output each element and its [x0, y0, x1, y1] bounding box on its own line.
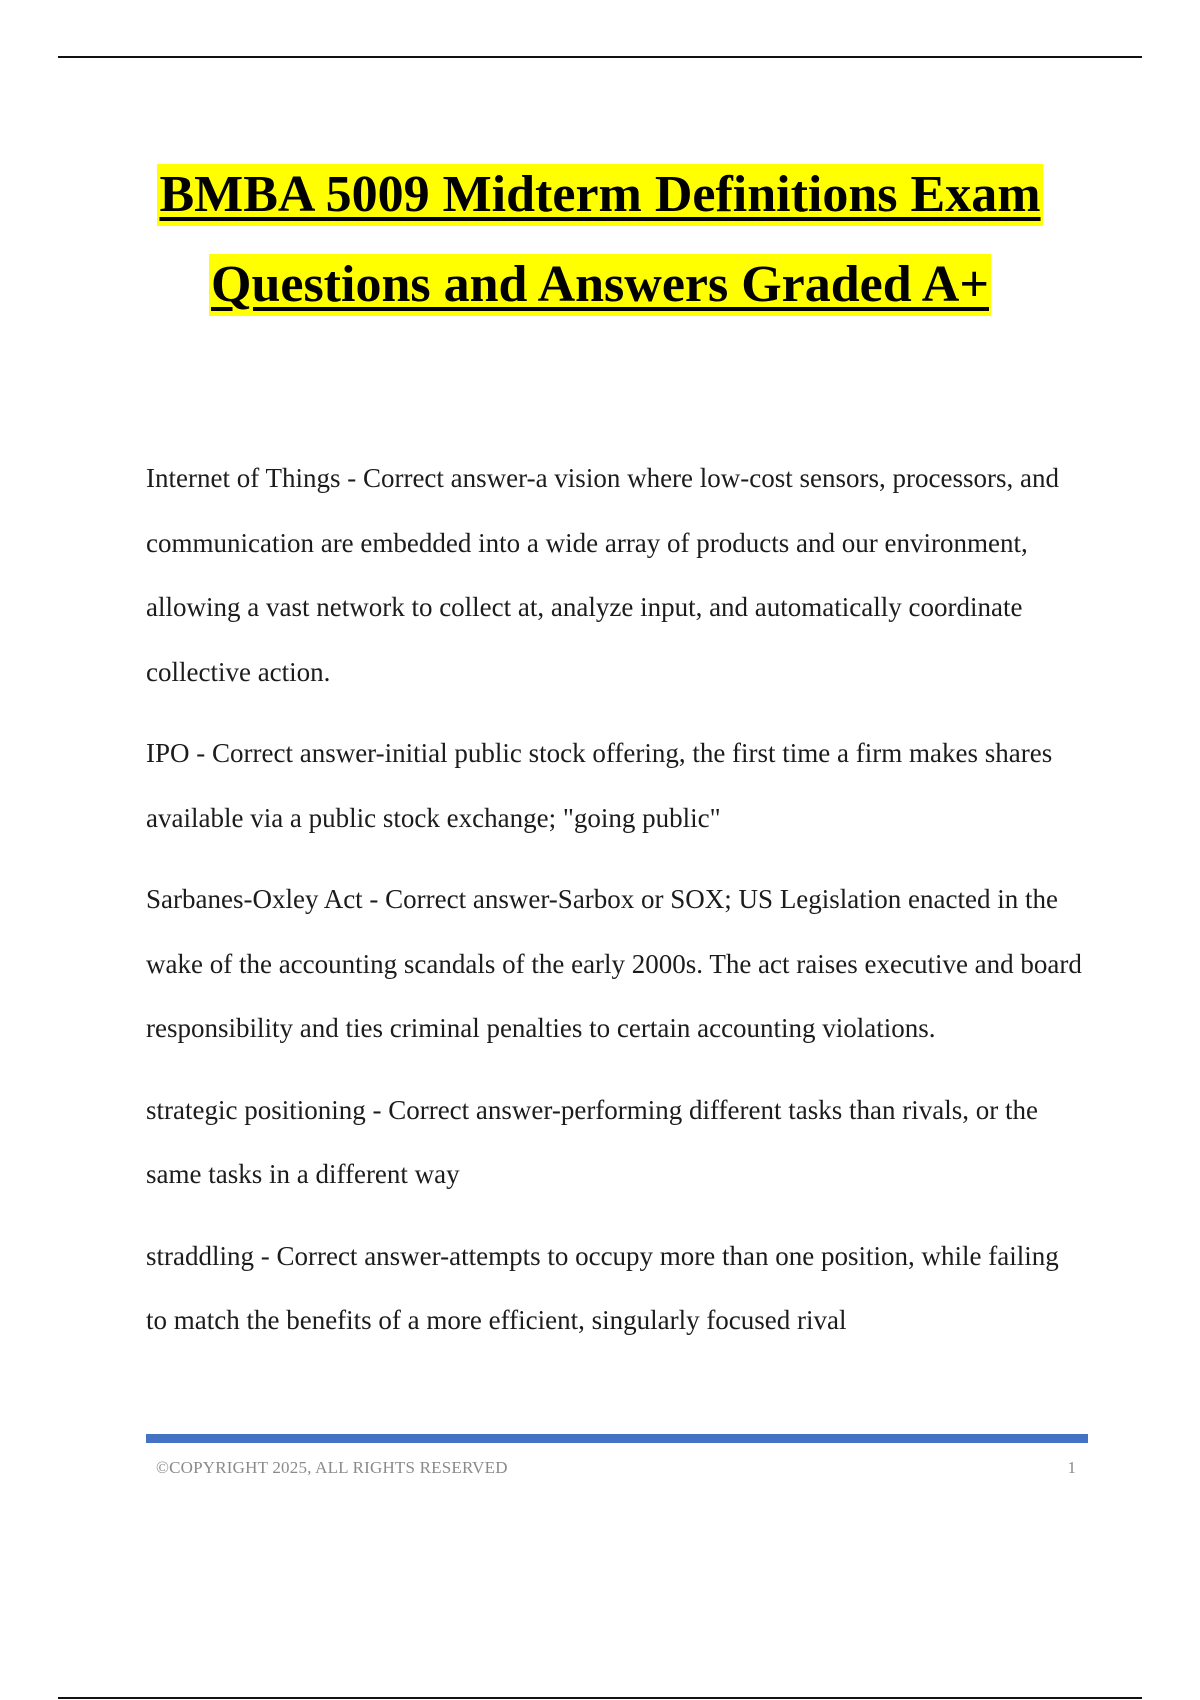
footer-page-number: 1 — [1067, 1458, 1076, 1477]
definition-entry: Sarbanes-Oxley Act - Correct answer-Sarbox or SOX; US Legislation enacted in the wake of the accounting scandals of the early 2000s. The act raises executive and board responsibility and ties criminal penalties to certain accounting violations. — [146, 884, 1082, 1043]
title-line-2: Questions and Answers Graded A+ — [209, 254, 991, 316]
definition-entry: Internet of Things - Correct answer-a vision where low-cost sensors, processors, and communication are embedded into a wide array of products and our environment, allowing a vast network to collect at, analyze input, and automatically coordinate collective action. — [146, 463, 1059, 687]
page-title — [0, 164, 1200, 316]
definition-entry: strategic positioning - Correct answer-performing different tasks than rivals, or the same tasks in a different way — [146, 1094, 1038, 1189]
definitions-list — [146, 446, 1086, 1370]
header-rule — [58, 56, 1142, 58]
definition-entry: straddling - Correct answer-attempts to occupy more than one position, while failing to match the benefits of a more efficient, singularly focused rival — [146, 1240, 1059, 1335]
title-line-1: BMBA 5009 Midterm Definitions Exam — [157, 164, 1042, 226]
bottom-rule — [58, 1697, 1142, 1699]
footer-bar — [146, 1434, 1088, 1443]
definition-entry: IPO - Correct answer-initial public stock offering, the first time a firm makes shares available via a public stock exchange; "going public" — [146, 738, 1053, 833]
footer-copyright: ©COPYRIGHT 2025, ALL RIGHTS RESERVED — [156, 1458, 508, 1477]
